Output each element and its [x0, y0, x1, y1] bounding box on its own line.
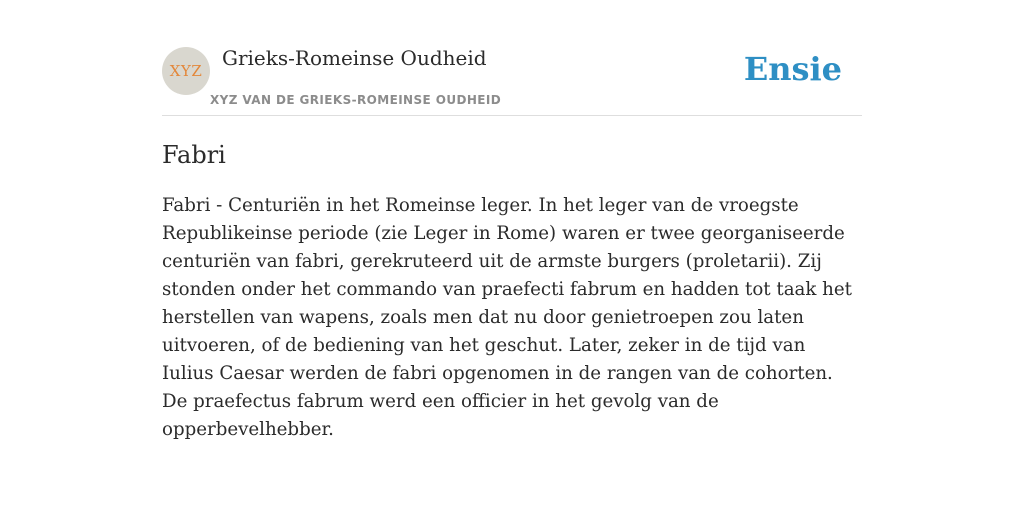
article-title: Fabri — [162, 141, 226, 169]
source-subtitle: XYZ VAN DE GRIEKS-ROMEINSE OUDHEID — [210, 93, 502, 107]
brand-logo[interactable]: Ensie — [743, 50, 842, 88]
article-body: Fabri - Centuriën in het Romeinse leger. In het leger van de vroegste Republikeinse periode (zie Leger in Rome) waren er twee georganiseerde centuriën van fabri, gerekruteerd uit de armste burgers (proletarii). Zij stonden onder het commando van praefecti fabrum en hadden tot taak het herstellen van wapens, zoals men dat nu door genietroepen zou laten uitvoeren, of de bediening van het geschut. Later, zeker in de tijd van Iulius Caesar werden de fabri opgenomen in de rangen van de cohorten. De praefectus fabrum werd een officier in het gevolg van de opperbevelhebber. — [162, 195, 852, 440]
source-header — [162, 0, 862, 116]
page-container — [162, 0, 862, 512]
avatar[interactable]: XYZ — [162, 47, 210, 95]
source-title[interactable]: Grieks-Romeinse Oudheid — [222, 46, 487, 70]
